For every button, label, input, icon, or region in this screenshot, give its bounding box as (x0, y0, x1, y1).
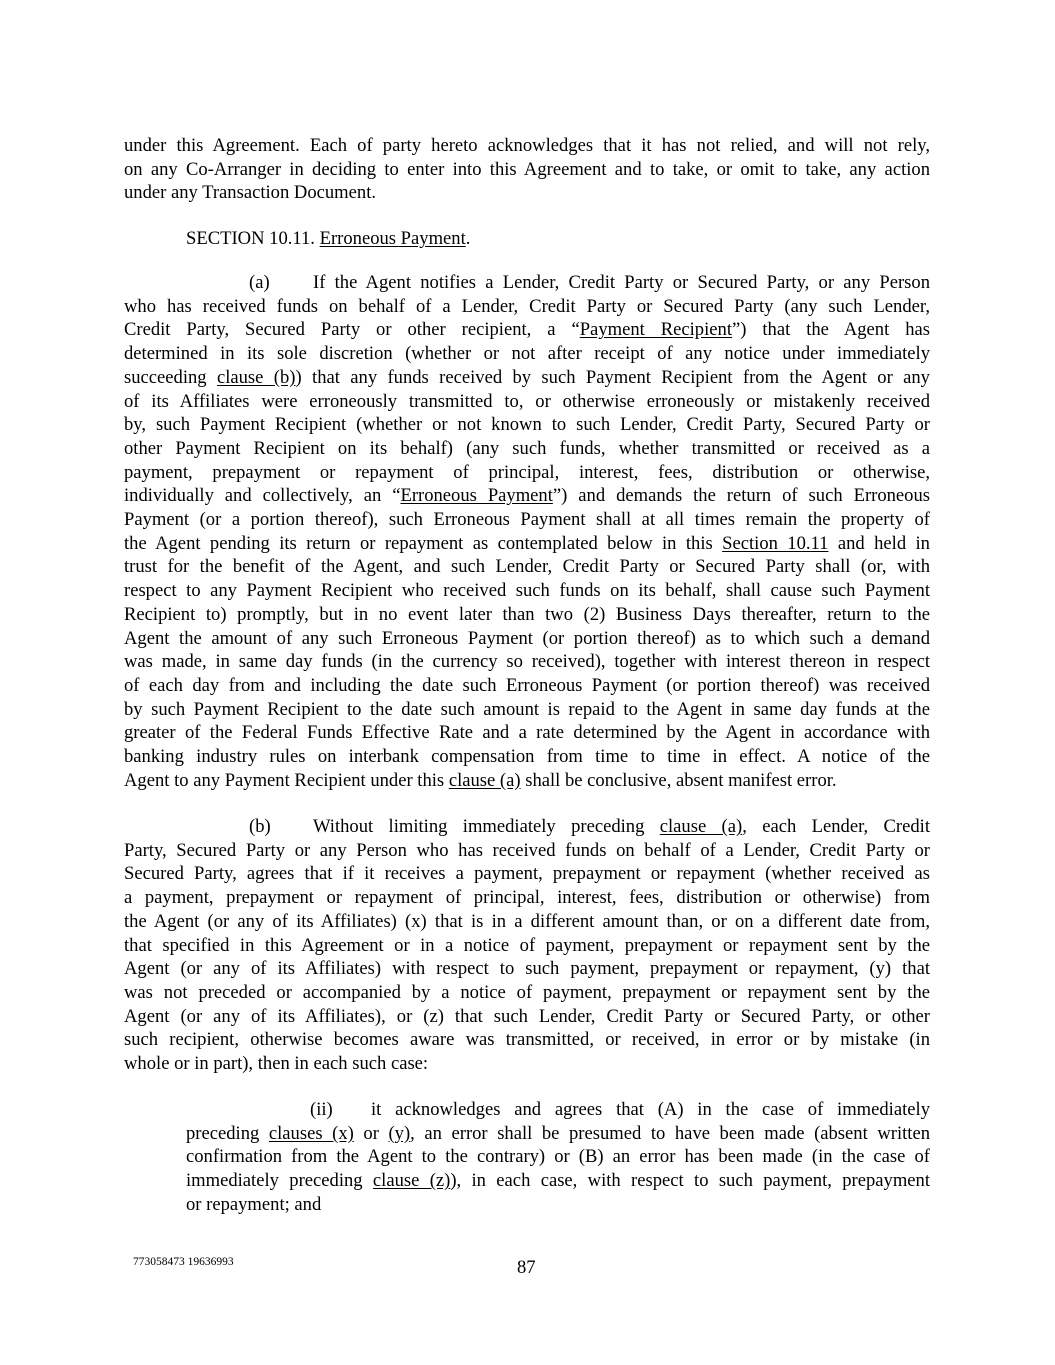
text-line: the Agent pending its return or repayment as contemplated below in this Section 10.11 and held in (124, 532, 930, 554)
defined-term: Payment Recipient (579, 319, 732, 341)
text-line: immediately preceding clause (z)), in each case, with respect to such payment, prepayment (186, 1170, 931, 1192)
text-line: other Payment Recipient on its behalf) (any such funds, whether transmitted or received as a (124, 437, 930, 459)
text-line: greater of the Federal Funds Effective Rate and a rate determined by the Agent in accordance with (124, 722, 930, 744)
cross-reference: Section 10.11 (722, 532, 829, 554)
text-line: confirmation from the Agent to the contrary) or (B) an error has been made (in the case of (186, 1146, 930, 1168)
text-line: trust for the benefit of the Agent, and such Lender, Credit Party or Secured Party shall (or, with (124, 556, 930, 578)
text-line: of each day from and including the date such Erroneous Payment (or portion thereof) was received (124, 674, 930, 696)
text-line: Agent (or any of its Affiliates), or (z) that such Lender, Credit Party or Secured Party, or other (124, 1005, 930, 1027)
text-line: by such Payment Recipient to the date such amount is repaid to the Agent in same day funds at the (124, 698, 930, 720)
cross-reference: (y) (388, 1122, 411, 1144)
text-line: Agent (or any of its Affiliates) with respect to such payment, prepayment or repayment, (y) that (124, 958, 930, 980)
text-line: under any Transaction Document. (124, 182, 377, 204)
text-line: Secured Party, agrees that if it receives a payment, prepayment or repayment (whether received as (124, 863, 930, 885)
text-line: respect to any Payment Recipient who received such funds on its behalf, shall cause such Payment (124, 580, 930, 602)
text-line: on any Co-Arranger in deciding to enter into this Agreement and to take, or omit to take, any action (124, 158, 930, 180)
cross-reference: clause (b) (216, 366, 296, 388)
text-line: Party, Secured Party or any Person who has received funds on behalf of a Lender, Credit Party or (124, 839, 930, 861)
text-line: whole or in part), then in each such case: (124, 1053, 429, 1075)
text-line: a payment, prepayment or repayment of principal, interest, fees, distribution or otherwise) from (124, 887, 930, 909)
text-line: (ii) it acknowledges and agrees that (A) in the case of immediately (310, 1099, 930, 1120)
paragraph-ii (186, 1098, 930, 1217)
cross-reference: clause (z) (372, 1170, 451, 1192)
text-line: Credit Party, Secured Party or other recipient, a “Payment Recipient”) that the Agent has (124, 319, 930, 341)
text-line: was not preceded or accompanied by a notice of payment, prepayment or repayment sent by the (124, 981, 930, 1003)
section-heading (186, 227, 470, 251)
paragraph-label: (ii) (310, 1099, 333, 1120)
text-line: who has received funds on behalf of a Lender, Credit Party or Secured Party (any such Lender, (124, 295, 930, 317)
text-line: Payment (or a portion thereof), such Erroneous Payment shall at all times remain the property of (124, 509, 930, 531)
text-line: of its Affiliates were erroneously transmitted to, or otherwise erroneously or mistakenly received (124, 390, 930, 412)
cross-reference: clause (a) (448, 769, 521, 791)
document-id: 773058473 19636993 (133, 1256, 234, 1268)
text-line: under this Agreement. Each of party hereto acknowledges that it has not relied, and will not rely, (124, 135, 930, 156)
paragraph-label: (a) (249, 272, 270, 293)
section-number: SECTION 10.11. (186, 228, 315, 249)
text-line: Agent to any Payment Recipient under this clause (a) shall be conclusive, absent manifest error. (124, 769, 837, 791)
text-line: the Agent (or any of its Affiliates) (x) that is in a different amount than, or on a different date from, (124, 910, 930, 932)
text-line: (a) If the Agent notifies a Lender, Credit Party or Secured Party, or any Person (249, 272, 930, 293)
text-line: by, such Payment Recipient (whether or not known to such Lender, Credit Party, Secured Party or (124, 414, 930, 436)
text-line: preceding clauses (x) or (y), an error shall be presumed to have been made (absent written (186, 1122, 930, 1144)
section-title-suffix: . (465, 228, 471, 249)
cross-reference: clauses (x) (268, 1122, 354, 1144)
text-line: or repayment; and (186, 1193, 322, 1215)
paragraph-label: (b) (249, 816, 271, 837)
text-line: was made, in same day funds (in the currency so received), together with interest thereon in respect (124, 651, 930, 673)
text-line: Agent the amount of any such Erroneous Payment (or portion thereof) as to which such a demand (124, 627, 930, 649)
text-line: banking industry rules on interbank compensation from time to time in effect. A notice of the (124, 746, 930, 768)
text-line: such recipient, otherwise becomes aware was transmitted, or received, in error or by mistake (in (124, 1029, 930, 1051)
section-title: Erroneous Payment (319, 228, 466, 249)
text-line: (b) Without limiting immediately preceding clause (a), each Lender, Credit (249, 816, 930, 837)
page-number: 87 (517, 1257, 536, 1278)
intro-paragraph (124, 134, 930, 205)
text-line: Recipient to) promptly, but in no event later than two (2) Business Days thereafter, return to the (124, 603, 930, 625)
text-line: that specified in this Agreement or in a notice of payment, prepayment or repayment sent by the (124, 934, 930, 956)
text-line: individually and collectively, an “Erroneous Payment”) and demands the return of such Erroneous (124, 485, 931, 507)
text-line: payment, prepayment or repayment of principal, interest, fees, distribution or otherwise, (124, 461, 930, 483)
text-line: determined in its sole discretion (whether or not after receipt of any notice under immediately (124, 343, 930, 365)
text-line: succeeding clause (b)) that any funds received by such Payment Recipient from the Agent or any (124, 366, 930, 388)
defined-term: Erroneous Payment (400, 485, 553, 507)
paragraph-b (124, 815, 930, 1076)
cross-reference: clause (a) (659, 816, 743, 837)
paragraph-a (124, 271, 930, 792)
